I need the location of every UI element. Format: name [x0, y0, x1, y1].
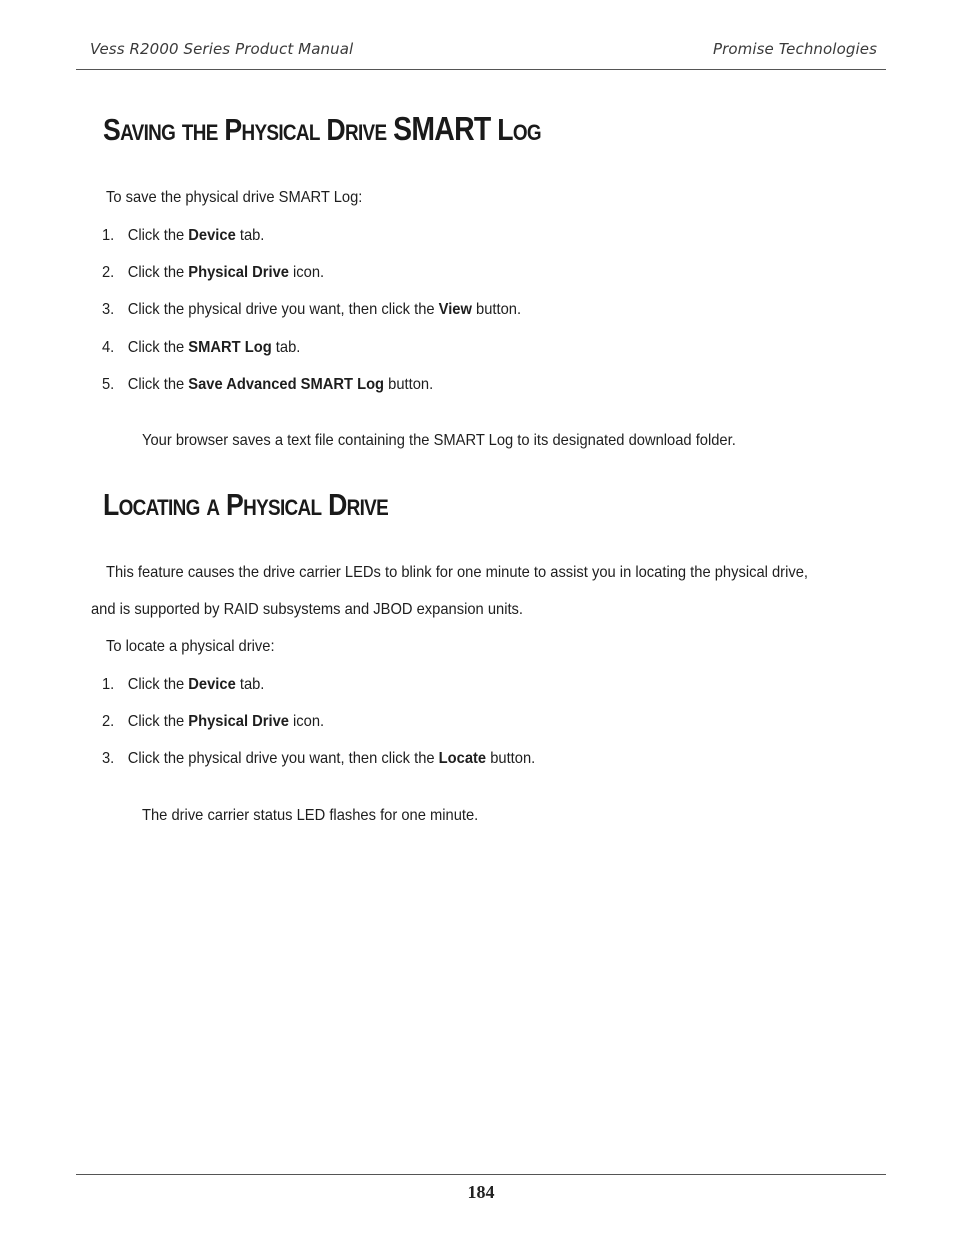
step-bold: Device [188, 227, 236, 244]
step-number: 2. [102, 264, 115, 281]
section2-result: The drive carrier status LED flashes for one minute. [142, 807, 479, 824]
list-item [102, 339, 300, 357]
list-item [102, 376, 433, 394]
step-bold: Physical Drive [188, 713, 289, 730]
list-item [102, 264, 324, 282]
step-number: 3. [102, 750, 115, 767]
list-item [102, 713, 324, 731]
step-bold: Device [188, 676, 236, 693]
company-name: Promise Technologies [712, 40, 877, 58]
list-item [102, 676, 264, 694]
step-text: tab. [235, 227, 265, 244]
step-text: Click the [127, 264, 189, 281]
section2-intro: To locate a physical drive: [106, 638, 275, 655]
step-bold: SMART Log [188, 339, 272, 356]
step-number: 3. [102, 301, 115, 318]
step-number: 1. [102, 227, 115, 244]
section2-description-line2: and is supported by RAID subsystems and JBOD expansion units. [91, 601, 524, 618]
step-text: button. [486, 750, 536, 767]
section1-intro: To save the physical drive SMART Log: [106, 189, 363, 206]
step-text: Click the physical drive you want, then click the [127, 750, 439, 767]
list-item [102, 227, 264, 245]
section2-description-line1: This feature causes the drive carrier LEDs to blink for one minute to assist you in locating the physical drive, [106, 564, 808, 581]
step-text: button. [471, 301, 522, 318]
step-text: Click the physical drive you want, then click the [127, 301, 439, 318]
step-text: Click the [127, 339, 189, 356]
page-number: 184 [467, 1182, 495, 1202]
step-text: button. [384, 376, 434, 393]
list-item [102, 301, 521, 319]
section-heading-locating-drive: Locating a Physical Drive [103, 487, 389, 522]
step-text: Click the [127, 227, 189, 244]
heading-part: Log [490, 112, 541, 147]
footer-rule [76, 1174, 886, 1175]
section-heading-saving-smart-log [103, 110, 541, 148]
step-number: 4. [102, 339, 115, 356]
step-bold: Save Advanced SMART Log [188, 376, 385, 393]
list-item [102, 750, 535, 768]
step-bold: Locate [438, 750, 487, 767]
step-number: 1. [102, 676, 115, 693]
section1-result: Your browser saves a text file containing the SMART Log to its designated download folder. [142, 432, 736, 449]
step-bold: View [438, 301, 472, 318]
header-rule [76, 69, 886, 70]
heading-part: Saving the Physical Drive [103, 112, 394, 147]
step-text: tab. [271, 339, 301, 356]
heading-part-smart: SMART [393, 110, 491, 147]
step-number: 2. [102, 713, 115, 730]
manual-title: Vess R2000 Series Product Manual [90, 40, 354, 58]
step-text: icon. [288, 264, 325, 281]
step-text: Click the [127, 713, 189, 730]
step-text: Click the [127, 376, 189, 393]
step-number: 5. [102, 376, 115, 393]
step-bold: Physical Drive [188, 264, 289, 281]
step-text: icon. [288, 713, 325, 730]
step-text: tab. [235, 676, 265, 693]
step-text: Click the [127, 676, 189, 693]
